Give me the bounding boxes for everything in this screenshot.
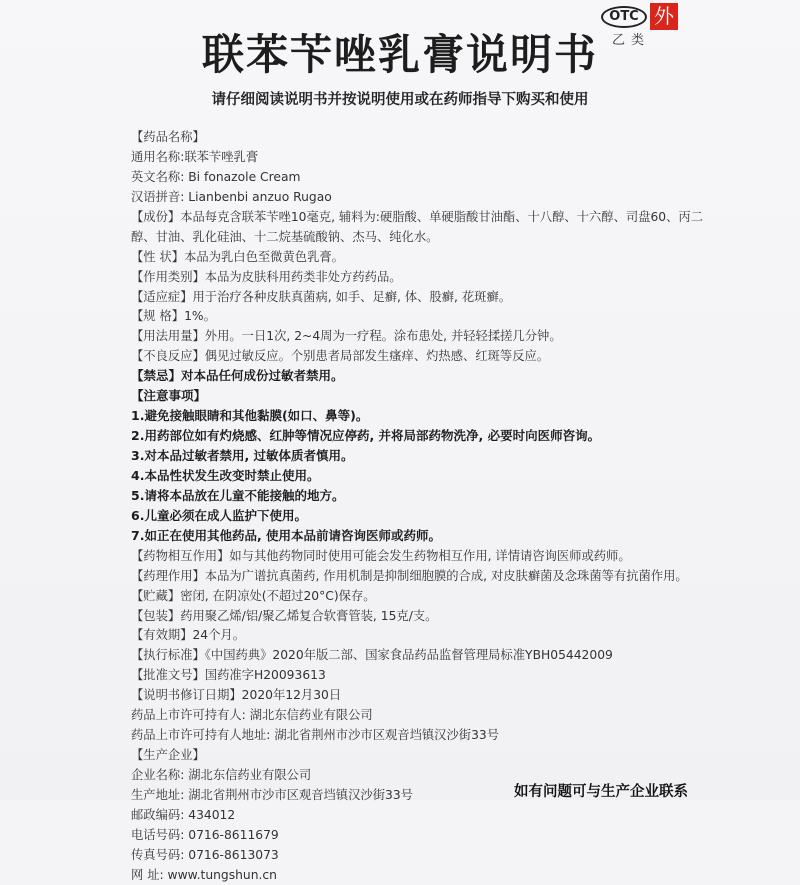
contact-note: 如有问题可与生产企业联系 <box>514 784 688 800</box>
leaflet-line: 【性 状】本品为乳白色至微黄色乳膏。 <box>131 249 344 264</box>
leaflet-line: 【适应症】用于治疗各种皮肤真菌病, 如手、足癣, 体、股癣, 花斑癣。 <box>131 289 512 304</box>
leaflet-line: 【成份】本品每克含联苯苄唑10毫克, 辅料为:硬脂酸、单硬脂酸甘油酯、十八醇、十六醇、司盘60、丙二 <box>131 209 704 224</box>
leaflet-line: 英文名称: Bi fonazole Cream <box>131 169 301 184</box>
external-use-badge: 外 <box>650 3 678 30</box>
leaflet-line: 通用名称:联苯苄唑乳膏 <box>131 149 259 164</box>
leaflet-line: 4.本品性状发生改变时禁止使用。 <box>131 467 320 483</box>
leaflet-line: 【说明书修订日期】2020年12月30日 <box>131 688 342 703</box>
leaflet-line: 【规 格】1%。 <box>131 309 216 324</box>
leaflet-line: 【执行标准】《中国药典》2020年版二部、国家食品药品监督管理局标准YBH05442009 <box>131 648 613 663</box>
leaflet-line: 【药理作用】本品为广谱抗真菌药, 作用机制是抑制细胞膜的合成, 对皮肤癣菌及念珠菌等有抗菌作用。 <box>131 568 688 583</box>
leaflet-line: 【药品名称】 <box>131 130 205 144</box>
leaflet-line: 【用法用量】外用。一日1次, 2~4周为一疗程。涂布患处, 并轻轻揉搓几分钟。 <box>131 329 562 344</box>
leaflet-line: 【有效期】24个月。 <box>131 628 246 643</box>
leaflet-body <box>131 127 704 885</box>
leaflet-line: 【包装】药用聚乙烯/铝/聚乙烯复合软膏管装, 15克/支。 <box>131 608 438 623</box>
leaflet-line: 6.儿童必须在成人监护下使用。 <box>131 507 307 523</box>
leaflet-line: 电话号码: 0716-8611679 <box>131 827 279 842</box>
otc-category: 乙类 <box>612 33 651 48</box>
leaflet-line: 药品上市许可持有人: 湖北东信药业有限公司 <box>131 708 373 723</box>
leaflet-line: 【生产企业】 <box>131 748 205 763</box>
leaflet-line: 【药物相互作用】如与其他药物同时使用可能会发生药物相互作用, 详情请咨询医师或药师。 <box>131 548 631 563</box>
leaflet-line: 【作用类别】本品为皮肤科用药类非处方药药品。 <box>131 269 402 284</box>
leaflet-line: 传真号码: 0716-8613073 <box>131 847 279 862</box>
leaflet-line: 【批准文号】国药准字H20093613 <box>131 668 326 683</box>
leaflet-line: 2.用药部位如有灼烧感、红肿等情况应停药, 并将局部药物洗净, 必要时向医师咨询。 <box>131 428 601 444</box>
leaflet-line: 【贮藏】密闭, 在阴凉处(不超过20°C)保存。 <box>131 588 376 603</box>
document-title: 联苯苄唑乳膏说明书 <box>201 30 598 79</box>
otc-badge: OTC <box>601 6 647 28</box>
leaflet-line: 【禁忌】对本品任何成份过敏者禁用。 <box>131 368 344 384</box>
leaflet-line: 5.请将本品放在儿童不能接触的地方。 <box>131 487 345 503</box>
leaflet-line: 醇、甘油、乳化硅油、十二烷基硫酸钠、杰马、纯化水。 <box>131 229 439 244</box>
document-subtitle: 请仔细阅读说明书并按说明使用或在药师指导下购买和使用 <box>211 92 589 108</box>
leaflet-line: 网 址: www.tungshun.cn <box>131 867 277 882</box>
leaflet-line: 汉语拼音: Lianbenbi anzuo Rugao <box>131 189 332 204</box>
leaflet-line: 1.避免接触眼睛和其他黏膜(如口、鼻等)。 <box>131 408 369 424</box>
leaflet-line: 生产地址: 湖北省荆州市沙市区观音垱镇汉沙街33号 <box>131 787 413 802</box>
leaflet-line: 3.对本品过敏者禁用, 过敏体质者慎用。 <box>131 448 354 463</box>
leaflet-line: 【不良反应】偶见过敏反应。个别患者局部发生瘙痒、灼热感、红斑等反应。 <box>131 349 550 364</box>
leaflet-line: 药品上市许可持有人地址: 湖北省荆州市沙市区观音垱镇汉沙街33号 <box>131 728 500 743</box>
leaflet-line: 7.如正在使用其他药品, 使用本品前请咨询医师或药师。 <box>131 527 442 543</box>
leaflet-line: 【注意事项】 <box>131 388 207 404</box>
leaflet-line: 企业名称: 湖北东信药业有限公司 <box>131 768 312 782</box>
leaflet-line: 邮政编码: 434012 <box>131 807 236 822</box>
